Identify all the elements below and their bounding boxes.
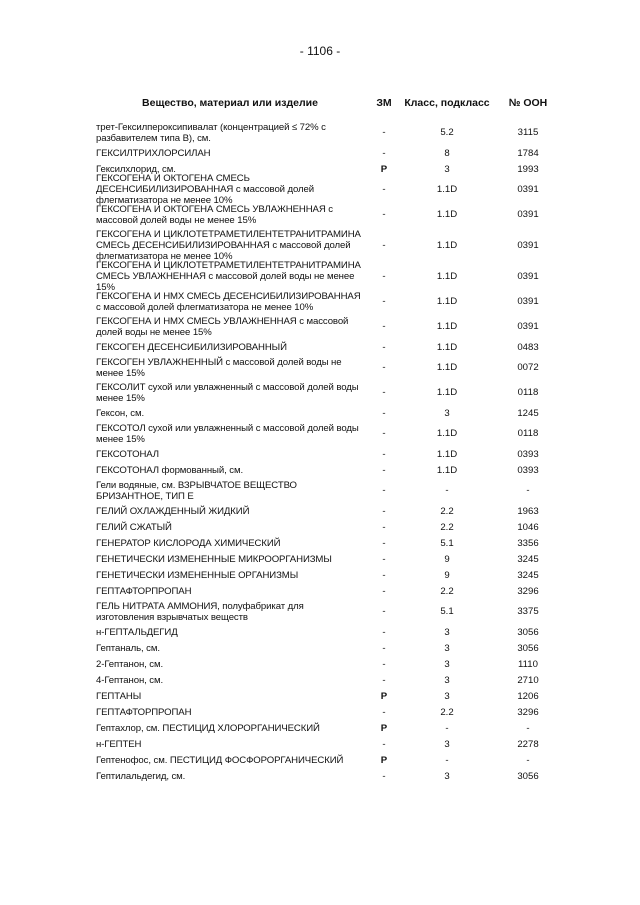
class-subclass: - [445,754,449,766]
table-row [96,640,566,656]
substance-name: н-ГЕПТАЛЬДЕГИД [96,626,178,638]
table-row [96,519,566,535]
un-number: 1245 [517,407,539,419]
table-row [96,380,566,405]
table-row [96,446,566,462]
table-row [96,503,566,519]
class-subclass: 3 [444,626,450,638]
class-subclass: 3 [444,163,450,175]
table-row [96,704,566,720]
un-number: 0118 [517,428,539,439]
header-class: Класс, подкласс [404,96,490,109]
class-subclass: 9 [444,569,450,581]
substance-name: ГЕКСОГЕНА И ОКТОГЕНА СМЕСЬ ДЕСЕНСИБИЛИЗИРОВАННАЯ с массовой долей флегматизатора не менее 10% [96,173,315,206]
env-hazard: - [382,738,386,750]
table-row [96,599,566,624]
un-number: 0391 [517,240,539,251]
table-row [96,624,566,640]
un-number: 0483 [517,341,539,353]
env-hazard: - [382,606,386,617]
un-number: 3056 [517,642,539,654]
table-row [96,421,566,446]
un-number: 1046 [517,521,539,533]
class-subclass: 5.2 [440,127,454,138]
class-subclass: 3 [444,690,450,702]
env-hazard: - [382,537,386,549]
un-number: 1784 [517,147,539,159]
class-subclass: 2.2 [440,706,454,718]
class-subclass: 2.2 [440,505,454,517]
substance-name: ГЕКСОГЕН УВЛАЖНЕННЫЙ с массовой долей воды не менее 15% [96,356,342,379]
class-subclass: 1.1D [436,184,458,195]
env-hazard: - [382,485,386,496]
env-hazard: - [382,428,386,439]
env-hazard: - [382,658,386,670]
env-hazard: - [382,407,386,419]
un-number: 2278 [517,738,539,750]
un-number: 0393 [517,448,539,460]
env-hazard: - [382,674,386,686]
class-subclass: 5.1 [440,606,454,617]
env-hazard: - [382,362,386,373]
table-row [96,736,566,752]
substance-name: 2-Гептанон, см. [96,658,164,670]
class-subclass: 3 [444,642,450,654]
class-subclass: 1.1D [436,448,458,460]
class-subclass: 3 [444,674,450,686]
table-row [96,720,566,736]
env-hazard: - [382,521,386,533]
class-subclass: 1.1D [436,341,458,353]
un-number: 1993 [517,163,539,175]
env-hazard: - [382,770,386,782]
substance-name: ГЕПТАНЫ [96,690,142,702]
un-number: 0391 [517,209,539,220]
class-subclass: 3 [444,770,450,782]
table-row [96,462,566,478]
table-body [96,120,566,784]
page-number: - 1106 - [299,44,341,58]
class-subclass: 1.1D [436,240,458,251]
table-row [96,567,566,583]
header-substance: Вещество, материал или изделие [142,97,318,109]
un-number: 1963 [517,505,539,517]
env-hazard: - [382,448,386,460]
class-subclass: 1.1D [436,209,458,220]
substance-name: ГЕЛЬ НИТРАТА АММОНИЯ, полуфабрикат для изготовления взрывчатых веществ [96,600,304,623]
env-hazard: - [382,706,386,718]
class-subclass: 1.1D [436,271,458,282]
env-hazard: - [382,569,386,581]
substance-name: Гели водяные, см. ВЗРЫВЧАТОЕ ВЕЩЕСТВО БРИЗАНТНОЕ, ТИП Е [96,479,297,502]
un-number: 3056 [517,626,539,638]
class-subclass: 1.1D [436,362,458,373]
env-hazard: - [382,240,386,251]
un-number: 0391 [517,271,539,282]
env-hazard: Р [380,690,388,702]
table-row [96,672,566,688]
substance-name: ГЕЛИЙ СЖАТЫЙ [96,521,172,533]
class-subclass: 1.1D [436,387,458,398]
substance-name: Гептенофос, см. ПЕСТИЦИД ФОСФОРОРГАНИЧЕСКИЙ [96,754,344,766]
substance-name: ГЕКСИЛТРИХЛОРСИЛАН [96,147,211,159]
un-number: 0393 [517,464,539,476]
class-subclass: 2.2 [440,585,454,597]
class-subclass: 3 [444,658,450,670]
un-number: 1110 [518,658,538,670]
env-hazard: Р [380,163,388,175]
env-hazard: - [382,296,386,307]
substance-name: ГЕНЕТИЧЕСКИ ИЗМЕНЕННЫЕ ОРГАНИЗМЫ [96,569,299,581]
env-hazard: - [382,642,386,654]
class-subclass: 5.1 [440,537,454,549]
table-row [96,405,566,421]
table-row [96,145,566,161]
un-number: 2710 [517,674,539,686]
un-number: - [526,485,530,496]
env-hazard: - [382,271,386,282]
un-number: 3245 [517,569,539,581]
table-row [96,314,566,339]
substance-name: Гептилальдегид, см. [96,770,186,782]
env-hazard: - [382,184,386,195]
substance-name: н-ГЕПТЕН [96,738,142,750]
table-row [96,583,566,599]
class-subclass: 3 [444,738,450,750]
table-row [96,355,566,380]
env-hazard: - [382,209,386,220]
substance-name: ГЕКСОГЕНА И НМХ СМЕСЬ ДЕСЕНСИБИЛИЗИРОВАННАЯ с массовой долей флегматизатора не менее 10% [96,290,361,313]
un-number: 0391 [517,321,539,332]
table-row [96,688,566,704]
substance-name: ГЕНЕРАТОР КИСЛОРОДА ХИМИЧЕСКИЙ [96,537,281,549]
substance-name: ГЕПТАФТОРПРОПАН [96,585,192,597]
substance-name: ГЕКСОТОЛ сухой или увлажненный с массовой долей воды менее 15% [96,422,359,445]
class-subclass: 1.1D [436,296,458,307]
substance-name: Гептахлор, см. ПЕСТИЦИД ХЛОРОРГАНИЧЕСКИЙ [96,722,320,734]
table-row [96,551,566,567]
table-row [96,173,566,206]
header-un: № ООН [508,97,548,109]
env-hazard: - [382,147,386,159]
table-row [96,656,566,672]
substance-name: ГЕКСОТОНАЛ формованный, см. [96,464,244,476]
table-row [96,260,566,293]
table-row [96,535,566,551]
un-number: - [526,754,530,766]
un-number: 1206 [517,690,539,702]
un-number: 0391 [517,296,539,307]
un-number: 3245 [517,553,539,565]
substance-name: ГЕКСОГЕНА И ОКТОГЕНА СМЕСЬ УВЛАЖНЕННАЯ с массовой долей воды не менее 15% [96,203,333,226]
substance-table [96,86,566,784]
class-subclass: 1.1D [436,428,458,439]
substance-name: ГЕКСОЛИТ сухой или увлажненный с массовой долей воды менее 15% [96,381,359,404]
class-subclass: 2.2 [440,521,454,533]
header-env: ЗМ [376,97,392,109]
un-number: 0072 [517,362,539,373]
un-number: 3296 [517,706,539,718]
env-hazard: Р [380,754,388,766]
substance-name: ГЕНЕТИЧЕСКИ ИЗМЕНЕННЫЕ МИКРООРГАНИЗМЫ [96,553,332,565]
env-hazard: - [382,464,386,476]
class-subclass: - [445,485,449,496]
env-hazard: Р [380,722,388,734]
substance-name: ГЕКСОГЕНА И ЦИКЛОТЕТРАМЕТИЛЕНТЕТРАНИТРАМИНА СМЕСЬ ДЕСЕНСИБИЛИЗИРОВАННАЯ с массовой долей флегматизатора не менее 10% [96,229,361,262]
env-hazard: - [382,387,386,398]
table-row [96,768,566,784]
env-hazard: - [382,585,386,597]
table-row [96,120,566,145]
un-number: 0391 [517,184,539,195]
substance-name: ГЕКСОГЕНА И ЦИКЛОТЕТРАМЕТИЛЕНТЕТРАНИТРАМИНА СМЕСЬ УВЛАЖНЕННАЯ с массовой долей воды не менее 15% [96,260,361,293]
env-hazard: - [382,341,386,353]
substance-name: Гексон, см. [96,407,145,419]
table-row [96,339,566,355]
env-hazard: - [382,127,386,138]
table-row [96,289,566,314]
table-row [96,202,566,227]
substance-name: трет-Гексилпероксипивалат (концентрацией ≤ 72% с разбавителем типа В), см. [96,121,326,144]
substance-name: Гексилхлорид, см. [96,163,176,175]
class-subclass: 1.1D [436,464,458,476]
un-number: - [526,722,530,734]
un-number: 3056 [517,770,539,782]
env-hazard: - [382,321,386,332]
table-row [96,752,566,768]
class-subclass: 9 [444,553,450,565]
substance-name: ГЕКСОТОНАЛ [96,448,159,460]
substance-name: 4-Гептанон, см. [96,674,164,686]
un-number: 3296 [517,585,539,597]
substance-name: ГЕКСОГЕН ДЕСЕНСИБИЛИЗИРОВАННЫЙ [96,341,287,353]
class-subclass: 3 [444,407,450,419]
env-hazard: - [382,505,386,517]
env-hazard: - [382,553,386,565]
substance-name: ГЕПТАФТОРПРОПАН [96,706,192,718]
env-hazard: - [382,626,386,638]
class-subclass: 8 [444,147,450,159]
un-number: 0118 [517,387,539,398]
un-number: 3375 [517,606,539,617]
table-header [96,86,566,120]
un-number: 3356 [517,537,539,549]
substance-name: ГЕКСОГЕНА И НМХ СМЕСЬ УВЛАЖНЕННАЯ с массовой долей воды не менее 15% [96,315,349,338]
class-subclass: - [445,722,449,734]
class-subclass: 1.1D [436,321,458,332]
substance-name: Гептаналь, см. [96,642,160,654]
table-row [96,478,566,503]
un-number: 3115 [517,127,539,138]
substance-name: ГЕЛИЙ ОХЛАЖДЕННЫЙ ЖИДКИЙ [96,505,250,517]
